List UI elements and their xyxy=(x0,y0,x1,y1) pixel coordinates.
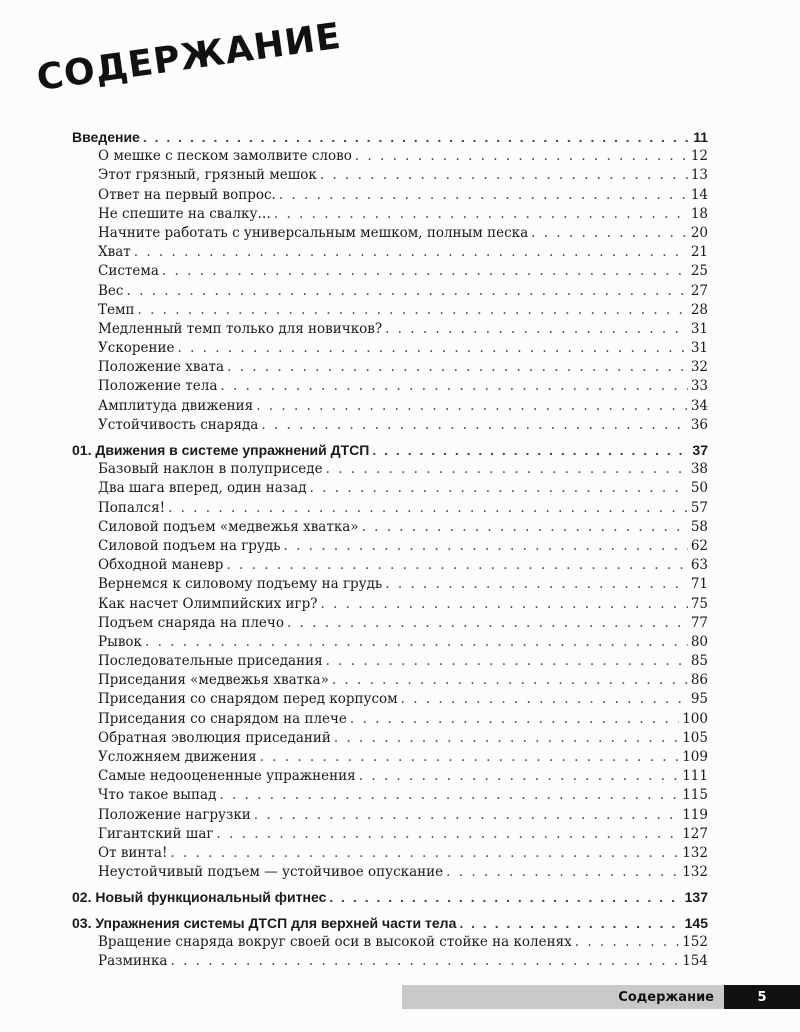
dot-leader xyxy=(162,262,688,281)
entry-page-number: 11 xyxy=(693,129,708,145)
entry-page-number: 25 xyxy=(690,263,708,280)
dot-leader xyxy=(287,614,688,633)
entry-title: Самые недооцененные упражнения xyxy=(98,768,356,785)
toc-entry xyxy=(72,460,708,479)
dot-leader xyxy=(178,339,688,358)
entry-title: Базовый наклон в полуприседе xyxy=(98,461,323,478)
table-of-contents xyxy=(72,128,708,971)
entry-title: Рывок xyxy=(98,633,142,650)
toc-entry xyxy=(72,614,708,633)
toc-entry xyxy=(72,595,708,614)
dot-leader xyxy=(385,575,688,594)
toc-entry xyxy=(72,186,708,205)
dot-leader xyxy=(256,397,688,416)
dot-leader xyxy=(321,595,688,614)
toc-entry xyxy=(72,710,708,729)
dot-leader xyxy=(170,844,679,863)
entry-title: Вернемся к силовому подъему на грудь xyxy=(98,576,383,593)
entry-title: Неустойчивый подъем — устойчивое опускание xyxy=(98,864,444,881)
entry-page-number: 100 xyxy=(682,710,708,727)
toc-entry xyxy=(72,767,708,786)
toc-entry xyxy=(72,863,708,882)
toc-entry xyxy=(72,479,708,498)
toc-entry xyxy=(72,933,708,952)
toc-entry xyxy=(72,729,708,748)
dot-leader xyxy=(134,243,688,262)
footer-section-label: Содержание xyxy=(618,989,714,1005)
toc-entry xyxy=(72,166,708,185)
dot-leader xyxy=(326,460,688,479)
entry-page-number: 63 xyxy=(690,557,708,574)
toc-chapter-entry xyxy=(72,914,708,933)
entry-title: Приседания со снарядом на плече xyxy=(98,710,347,727)
entry-title: Хват xyxy=(98,244,131,261)
dot-leader xyxy=(575,933,679,952)
entry-page-number: 21 xyxy=(690,244,708,261)
entry-title: О мешке с песком замолвите слово xyxy=(98,148,352,165)
entry-title: Ответ на первый вопрос. xyxy=(98,186,276,203)
entry-title: Приседания «медвежья хватка» xyxy=(98,672,329,689)
entry-page-number: 57 xyxy=(690,499,708,516)
toc-entry xyxy=(72,633,708,652)
entry-page-number: 152 xyxy=(682,933,708,950)
toc-entry xyxy=(72,282,708,301)
entry-page-number: 80 xyxy=(690,633,708,650)
entry-page-number: 33 xyxy=(690,378,708,395)
dot-leader xyxy=(359,767,680,786)
dot-leader xyxy=(372,441,689,460)
entry-page-number: 95 xyxy=(690,691,708,708)
entry-title: Попался! xyxy=(98,499,166,516)
entry-title: Приседания со снарядом перед корпусом xyxy=(98,691,398,708)
dot-leader xyxy=(329,888,681,907)
entry-title: Что такое выпад xyxy=(98,787,217,804)
entry-page-number: 14 xyxy=(690,186,708,203)
toc-entry xyxy=(72,358,708,377)
footer-section-bar xyxy=(402,985,724,1009)
entry-page-number: 154 xyxy=(682,952,708,969)
entry-page-number: 85 xyxy=(690,653,708,670)
toc-entry xyxy=(72,844,708,863)
toc-entry xyxy=(72,499,708,518)
toc-entry xyxy=(72,652,708,671)
dot-leader xyxy=(145,633,688,652)
entry-page-number: 50 xyxy=(690,480,708,497)
entry-page-number: 32 xyxy=(690,359,708,376)
toc-chapter-entry xyxy=(72,128,708,147)
entry-page-number: 28 xyxy=(690,301,708,318)
entry-title: Темп xyxy=(98,301,135,318)
dot-leader xyxy=(170,952,679,971)
dot-leader xyxy=(274,205,688,224)
toc-entry xyxy=(72,205,708,224)
toc-entry xyxy=(72,147,708,166)
entry-title: Введение xyxy=(72,129,140,145)
dot-leader xyxy=(326,652,688,671)
entry-page-number: 34 xyxy=(690,397,708,414)
dot-leader xyxy=(459,914,681,933)
entry-title: От винта! xyxy=(98,844,168,861)
entry-title: Начните работать с универсальным мешком, полным песка xyxy=(98,224,529,241)
entry-page-number: 27 xyxy=(690,282,708,299)
dot-leader xyxy=(279,186,688,205)
entry-page-number: 20 xyxy=(690,224,708,241)
entry-title: Подъем снаряда на плечо xyxy=(98,614,284,631)
entry-title: Последовательные приседания xyxy=(98,653,323,670)
entry-page-number: 105 xyxy=(682,729,708,746)
dot-leader xyxy=(143,128,690,147)
dot-leader xyxy=(320,166,688,185)
entry-page-number: 119 xyxy=(682,806,708,823)
entry-title: 03. Упражнения системы ДТСП для верхней части тела xyxy=(72,914,457,931)
entry-page-number: 31 xyxy=(690,320,708,337)
entry-title: Амплитуда движения xyxy=(98,397,254,414)
entry-page-number: 86 xyxy=(690,672,708,689)
entry-title: Положение тела xyxy=(98,378,218,395)
toc-entry xyxy=(72,397,708,416)
toc-entry xyxy=(72,952,708,971)
entry-title: Силовой подъем на грудь xyxy=(98,537,281,554)
entry-title: 01. Движения в системе упражнений ДТСП xyxy=(72,442,370,458)
page-number: 5 xyxy=(724,985,800,1009)
dot-leader xyxy=(350,710,679,729)
entry-title: Разминка xyxy=(98,952,168,969)
toc-entry xyxy=(72,825,708,844)
toc-entry xyxy=(72,671,708,690)
toc-entry xyxy=(72,690,708,709)
toc-entry xyxy=(72,786,708,805)
toc-chapter-entry xyxy=(72,441,708,460)
toc-entry xyxy=(72,377,708,396)
entry-title: Устойчивость снаряда xyxy=(98,416,259,433)
entry-page-number: 31 xyxy=(690,340,708,357)
entry-title: Усложняем движения xyxy=(98,749,257,765)
entry-page-number: 58 xyxy=(690,518,708,535)
dot-leader xyxy=(401,690,688,709)
entry-title: Вес xyxy=(98,282,124,299)
entry-page-number: 111 xyxy=(682,768,708,785)
toc-entry xyxy=(72,575,708,594)
entry-title: Медленный темп только для новичков? xyxy=(98,320,383,337)
toc-entry xyxy=(72,416,708,435)
dot-leader xyxy=(261,416,687,435)
dot-leader xyxy=(332,671,688,690)
dot-leader xyxy=(310,479,688,498)
toc-entry xyxy=(72,243,708,262)
toc-entry xyxy=(72,320,708,339)
dot-leader xyxy=(227,358,688,377)
toc-entry xyxy=(72,556,708,575)
entry-page-number: 62 xyxy=(690,537,708,554)
toc-entry xyxy=(72,806,708,825)
entry-title: Обходной маневр xyxy=(98,557,224,574)
entry-page-number: 137 xyxy=(684,889,708,906)
entry-page-number: 115 xyxy=(682,787,708,804)
toc-chapter-entry xyxy=(72,888,708,907)
entry-page-number: 36 xyxy=(690,416,708,433)
entry-page-number: 38 xyxy=(690,461,708,478)
entry-title: Система xyxy=(98,263,159,280)
entry-page-number: 37 xyxy=(692,442,708,458)
entry-title: Этот грязный, грязный мешок xyxy=(98,167,317,184)
dot-leader xyxy=(168,499,688,518)
toc-entry xyxy=(72,301,708,320)
dot-leader xyxy=(355,147,688,166)
dot-leader xyxy=(226,556,687,575)
entry-title: Как насчет Олимпийских игр? xyxy=(98,595,318,612)
dot-leader xyxy=(531,224,688,243)
toc-entry xyxy=(72,339,708,358)
toc-entry xyxy=(72,518,708,537)
dot-leader xyxy=(138,301,688,320)
page-title: СОДЕРЖАНИЕ xyxy=(34,15,344,100)
entry-title: Гигантский шаг xyxy=(98,825,214,842)
dot-leader xyxy=(334,729,679,748)
toc-entry xyxy=(72,537,708,556)
entry-title: Положение нагрузки xyxy=(98,806,251,823)
toc-entry xyxy=(72,748,708,767)
dot-leader xyxy=(362,518,688,537)
entry-title: Вращение снаряда вокруг своей оси в высокой стойке на коленях xyxy=(98,933,572,950)
entry-page-number: 13 xyxy=(690,167,708,184)
entry-title: 02. Новый функциональный фитнес xyxy=(72,889,327,906)
entry-title: Положение хвата xyxy=(98,359,225,376)
entry-page-number: 109 xyxy=(682,749,708,765)
entry-page-number: 75 xyxy=(690,595,708,612)
entry-page-number: 77 xyxy=(690,614,708,631)
entry-page-number: 145 xyxy=(684,914,708,931)
entry-title: Силовой подъем «медвежья хватка» xyxy=(98,518,359,535)
entry-title: Обратная эволюция приседаний xyxy=(98,729,331,746)
entry-title: Не спешите на свалку… xyxy=(98,205,271,222)
dot-leader xyxy=(260,748,680,767)
entry-page-number: 127 xyxy=(682,825,708,842)
dot-leader xyxy=(216,825,679,844)
dot-leader xyxy=(284,537,688,556)
toc-entry xyxy=(72,262,708,281)
dot-leader xyxy=(385,320,688,339)
entry-title: Два шага вперед, один назад xyxy=(98,480,307,497)
entry-title: Ускорение xyxy=(98,340,175,357)
entry-page-number: 71 xyxy=(690,576,708,593)
dot-leader xyxy=(219,786,679,805)
entry-page-number: 132 xyxy=(682,844,708,861)
entry-page-number: 18 xyxy=(690,205,708,222)
entry-page-number: 12 xyxy=(690,148,708,165)
toc-entry xyxy=(72,224,708,243)
dot-leader xyxy=(254,806,679,825)
dot-leader xyxy=(126,282,687,301)
dot-leader xyxy=(446,863,679,882)
dot-leader xyxy=(220,377,687,396)
entry-page-number: 132 xyxy=(682,864,708,881)
